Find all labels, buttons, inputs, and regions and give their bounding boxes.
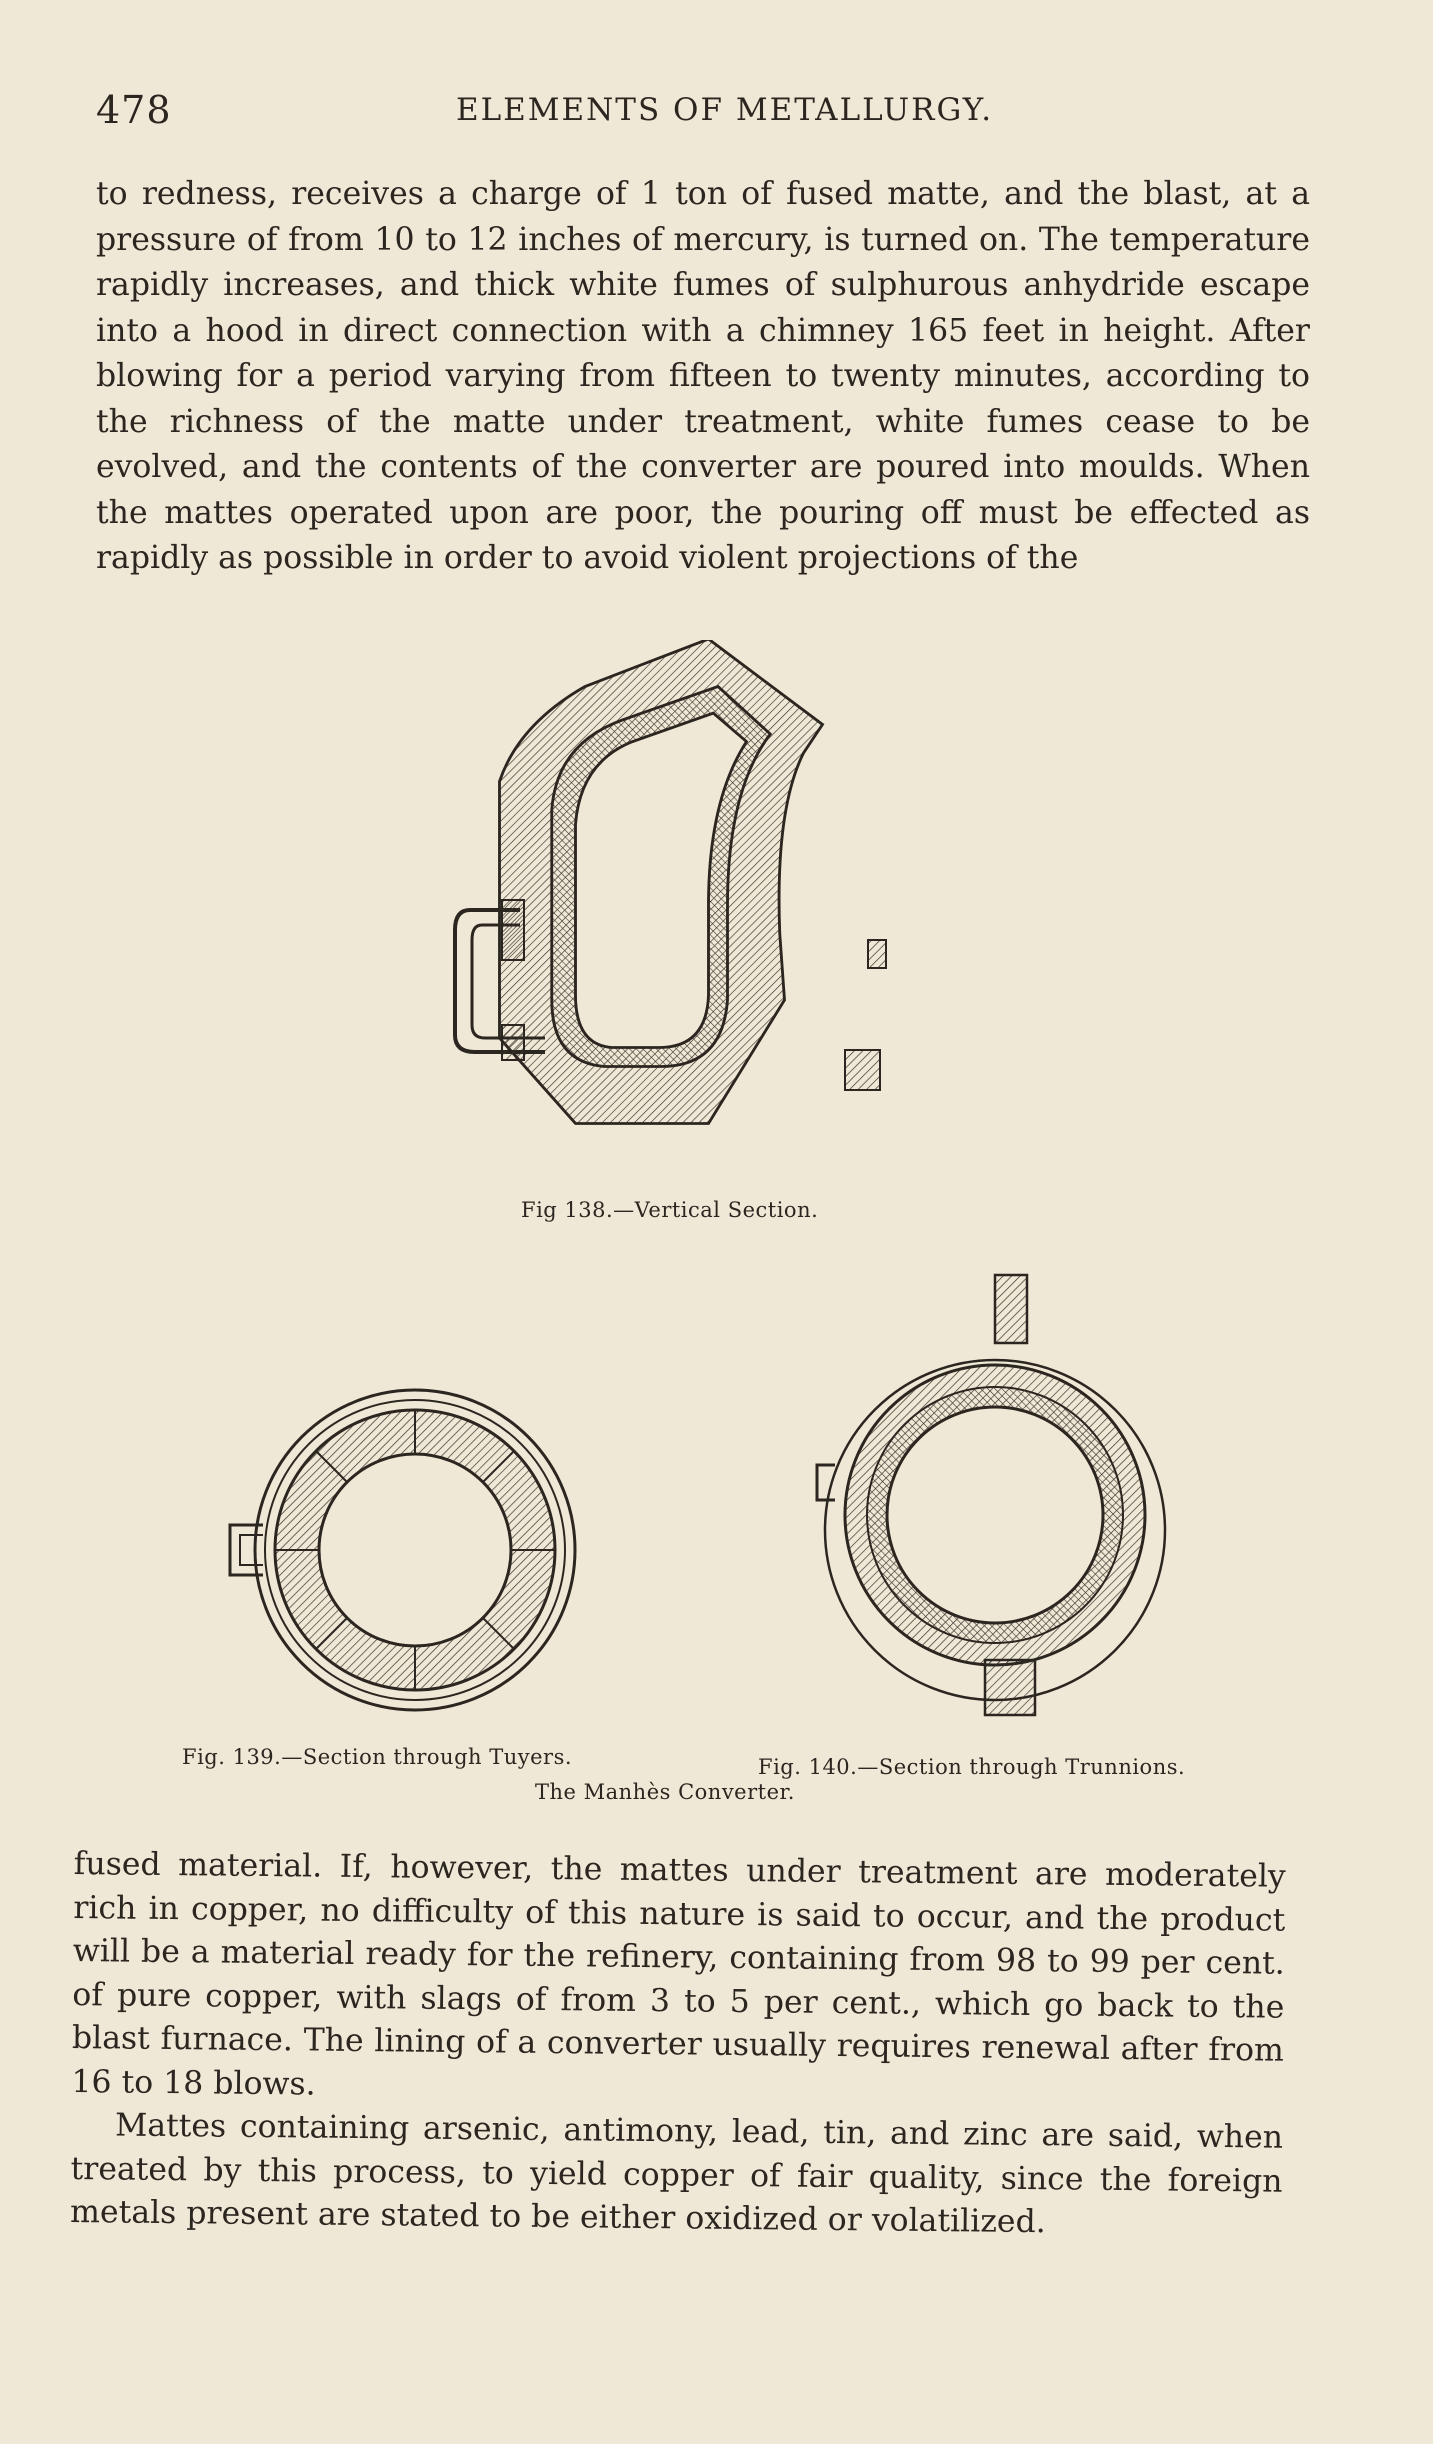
fig-139-section-tuyers	[225, 1375, 595, 1725]
running-head: ELEMENTS OF METALLURGY.	[455, 92, 994, 128]
fig-138-caption: Fig 138.—Vertical Section.	[521, 1198, 819, 1222]
fig-138-vertical-section	[450, 640, 890, 1160]
paragraph: Mattes containing arsenic, antimony, lead, tin, and zinc are said, when treated by this process, to yield copper of fair quality, since the foreign metals present are stated to be either oxidized or volatilized.	[69, 2107, 1284, 2241]
fig-139-caption: Fig. 139.—Section through Tuyers.	[182, 1745, 573, 1769]
paragraph: to redness, receives a charge of 1 ton of fused matte, and the blast, at a pressure of from 10 to 12 inches of mercury, is turned on. The temperature rapidly increases, and thick white fumes of sulphurous anhydride escape into a hood in direct connection with a chimney 165 feet in height. After blowing for a period varying from fifteen to twenty minutes, according to the richness of the matte under treatment, white fumes cease to be evolved, and the contents of the converter are poured into moulds. When the mattes operated upon are poor, the pouring off must be effected as rapidly as possible in order to avoid violent projections of the	[96, 176, 1310, 576]
page-number: 478	[96, 88, 172, 132]
page-header	[96, 88, 1313, 138]
paragraph: fused material. If, however, the mattes under treatment are moderately rich in copper, no difficulty of this nature is said to occur, and the product will be a material ready for the refinery, containing from 98 to 99 per cent. of pure copper, with slags of from 3 to 5 per cent., which go back to the blast furnace. The lining of a converter usually requires renewal after from 16 to 18 blows.	[71, 1845, 1286, 2103]
fig-140-caption: Fig. 140.—Section through Trunnions.	[758, 1755, 1186, 1779]
bottom-text-block	[70, 1843, 1286, 2247]
top-text-block	[96, 172, 1310, 582]
fig-140-section-trunnions	[805, 1270, 1205, 1720]
group-caption: The Manhès Converter.	[535, 1780, 795, 1804]
